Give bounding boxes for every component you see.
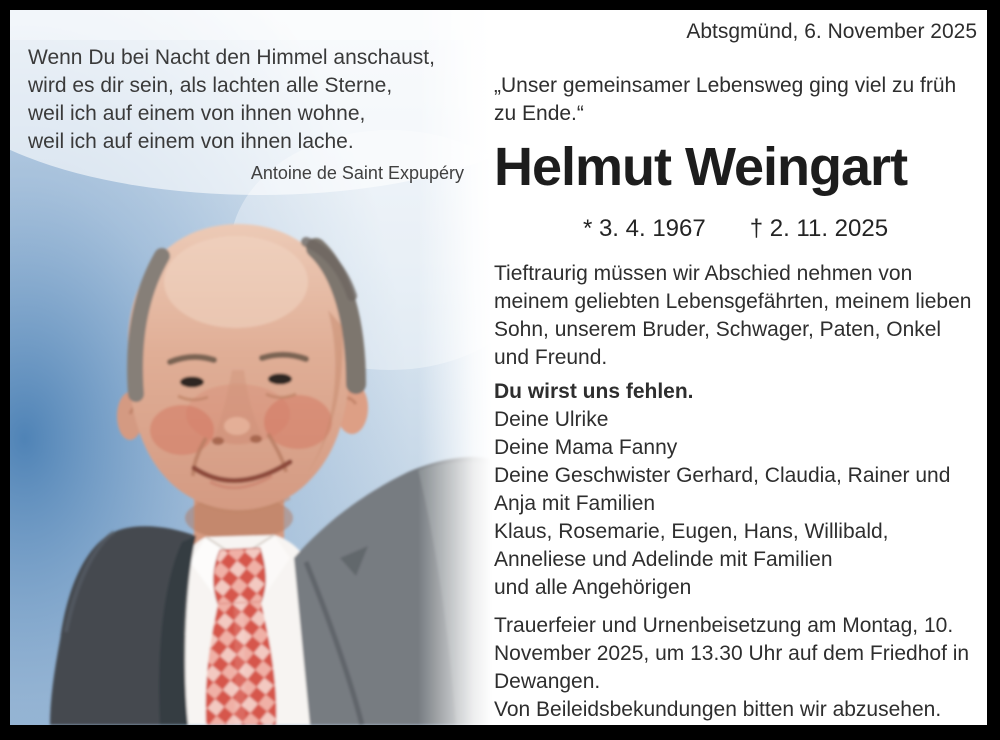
deceased-name: Helmut Weingart: [494, 137, 908, 197]
intro-paragraph: Tieftraurig müssen wir Abschied nehmen von meinem geliebten Lebensgefährten, meinem lieben Sohn, unserem Bruder, Schwager, Paten, Onkel und Freund.: [494, 262, 972, 369]
poem-line: weil ich auf einem von ihnen lache.: [28, 130, 354, 153]
obituary-notice: [10, 10, 987, 725]
farewell-line: Du wirst uns fehlen.: [494, 380, 694, 403]
notice-text-column: [492, 10, 987, 725]
poem-attribution: Antoine de Saint Expupéry: [250, 163, 464, 183]
poem-line: Wenn Du bei Nacht den Himmel anschaust,: [28, 46, 435, 69]
mourner-line: und alle Angehörigen: [494, 576, 692, 599]
tie: [206, 548, 277, 725]
birth-date: * 3. 4. 1967: [582, 215, 706, 242]
condolence-note: Von Beileidsbekundungen bitten wir abzusehen.: [494, 698, 942, 721]
poem-line: weil ich auf einem von ihnen wohne,: [28, 102, 366, 125]
poem-line: wird es dir sein, als lachten alle Sterne,: [28, 74, 393, 97]
memorial-poem: [28, 44, 474, 187]
dateline: Abtsgmünd, 6. November 2025: [686, 20, 977, 43]
mourner-line: Deine Ulrike: [494, 408, 609, 431]
funeral-info: Trauerfeier und Urnenbeisetzung am Montag, 10. November 2025, um 13.30 Uhr auf dem Friedhof in Dewangen.: [494, 614, 970, 693]
mourner-line: Klaus, Rosemarie, Eugen, Hans, Willibald, Anneliese und Adelinde mit Familien: [494, 520, 889, 571]
portrait-photo: [10, 10, 492, 725]
life-dates: [494, 214, 977, 244]
mourner-line: Deine Mama Fanny: [494, 436, 678, 459]
epigraph-quote: „Unser gemeinsamer Lebensweg ging viel zu früh zu Ende.“: [494, 74, 957, 125]
mourner-line: Deine Geschwister Gerhard, Claudia, Rainer und Anja mit Familien: [494, 464, 951, 515]
mourners-list: [494, 378, 977, 602]
death-date: † 2. 11. 2025: [749, 215, 889, 242]
